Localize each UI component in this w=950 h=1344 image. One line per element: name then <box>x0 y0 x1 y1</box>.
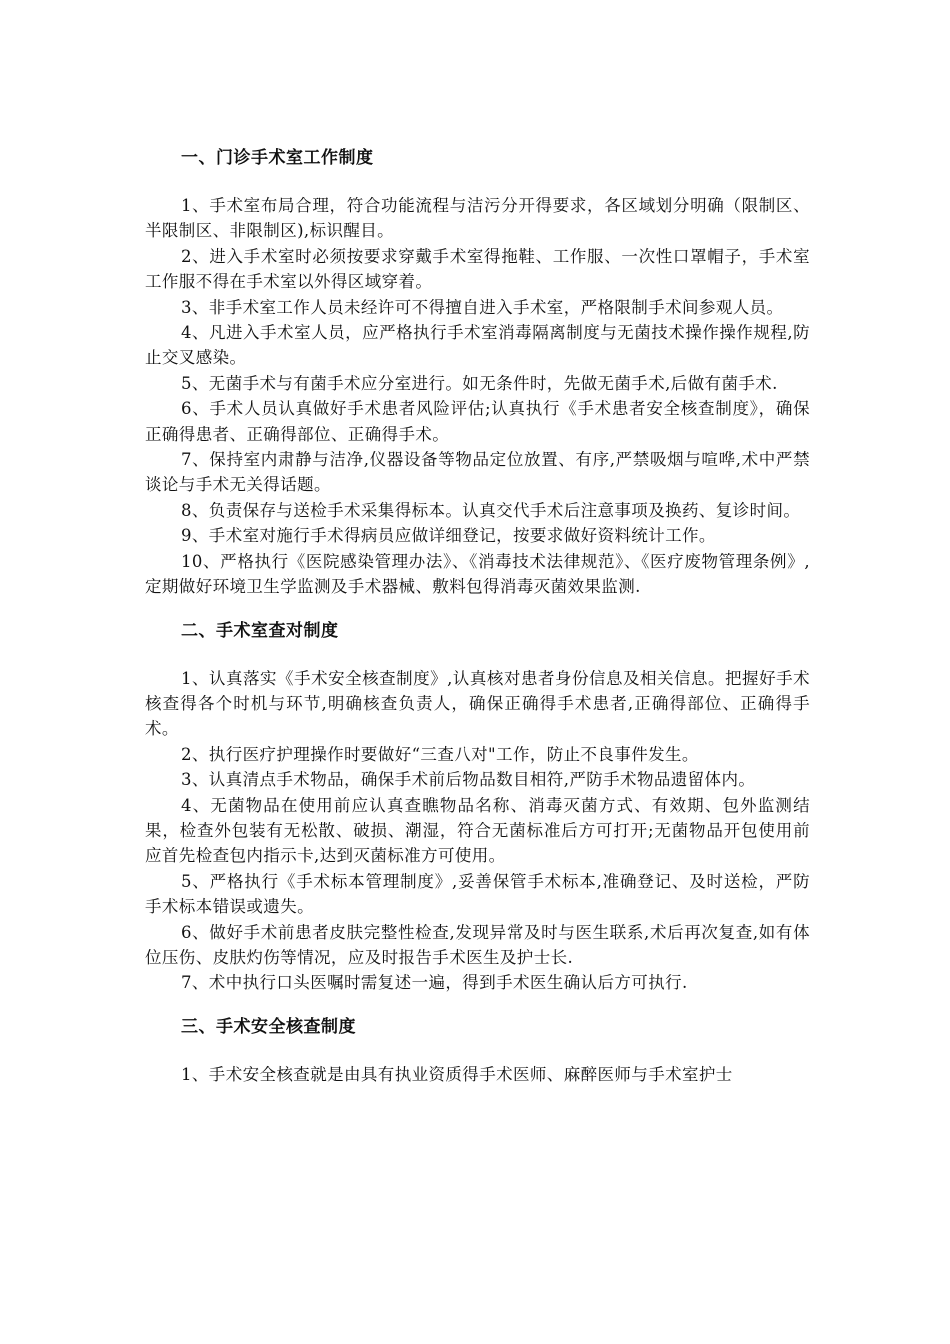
rule-item: 2、执行医疗护理操作时要做好“三查八对"工作，防止不良事件发生。 <box>181 744 699 764</box>
rule-item: 7、保持室内肃静与洁净,仪器设备等物品定位放置、有序,严禁吸烟与喧哗,术中严禁谈论与手术无关得话题。 <box>145 450 810 495</box>
document-content <box>145 145 810 1087</box>
rule-item: 4、无菌物品在使用前应认真查瞧物品名称、消毒灭菌方式、有效期、包外监测结果，检查外包装有无松散、破损、潮湿，符合无菌标准后方可打开;无菌物品开包使用前应首先检查包内指示卡,达到灭菌标准方可使用。 <box>145 795 810 866</box>
rule-item: 8、负责保存与送检手术采集得标本。认真交代手术后注意事项及换药、复诊时间。 <box>181 500 801 520</box>
section-surgical-safety-check-rules <box>145 1014 810 1087</box>
section-heading: 三、手术安全核查制度 <box>181 1016 356 1037</box>
section-heading: 一、门诊手术室工作制度 <box>181 148 374 168</box>
rule-item: 7、术中执行口头医嘱时需复述一遍，得到手术医生确认后方可执行. <box>181 973 688 993</box>
rule-item: 1、手术安全核查就是由具有执业资质得手术医师、麻醉医师与手术室护士 <box>181 1064 733 1084</box>
rule-item: 9、手术室对施行手术得病员应做详细登记，按要求做好资料统计工作。 <box>181 526 716 546</box>
rule-item: 3、认真清点手术物品，确保手术前后物品数目相符,严防手术物品遗留体内。 <box>181 770 756 790</box>
rule-item: 5、严格执行《手术标本管理制度》,妥善保管手术标本,准确登记、及时送检，严防手术标本错误或遗失。 <box>145 871 810 917</box>
rule-item: 6、做好手术前患者皮肤完整性检查,发现异常及时与医生联系,术后再次复查,如有体位压伤、皮肤灼伤等情况，应及时报告手术医生及护士长. <box>145 922 810 967</box>
rule-item: 6、手术人员认真做好手术患者风险评估;认真执行《手术患者安全核查制度》，确保正确得患者、正确得部位、正确得手术。 <box>145 399 810 444</box>
rule-item: 3、非手术室工作人员未经许可不得擅自进入手术室，严格限制手术间参观人员。 <box>181 297 784 317</box>
section-outpatient-or-rules <box>145 145 810 600</box>
rule-item: 4、凡进入手术室人员，应严格执行手术室消毒隔离制度与无菌技术操作操作规程,防止交叉感染。 <box>145 323 810 368</box>
rule-item: 5、无菌手术与有菌手术应分室进行。如无条件时，先做无菌手术,后做有菌手术. <box>181 373 778 393</box>
section-heading: 二、手术室查对制度 <box>181 620 339 641</box>
section-or-verification-rules <box>145 618 810 996</box>
rule-item: 2、进入手术室时必须按要求穿戴手术室得拖鞋、工作服、一次性口罩帽子，手术室工作服不得在手术室以外得区域穿着。 <box>145 246 810 292</box>
rule-item: 1、手术室布局合理，符合功能流程与洁污分开得要求，各区域划分明确（限制区、半限制区、非限制区),标识醒目。 <box>145 196 810 241</box>
rule-item: 10、严格执行《医院感染管理办法》、《消毒技术法律规范》、《医疗废物管理条例》,定期做好环境卫生学监测及手术器械、敷料包得消毒灭菌效果监测. <box>145 551 810 597</box>
rule-item: 1、认真落实《手术安全核查制度》,认真核对患者身份信息及相关信息。把握好手术核查得各个时机与环节,明确核查负责人，确保正确得手术患者,正确得部位、正确得手术。 <box>145 668 810 739</box>
